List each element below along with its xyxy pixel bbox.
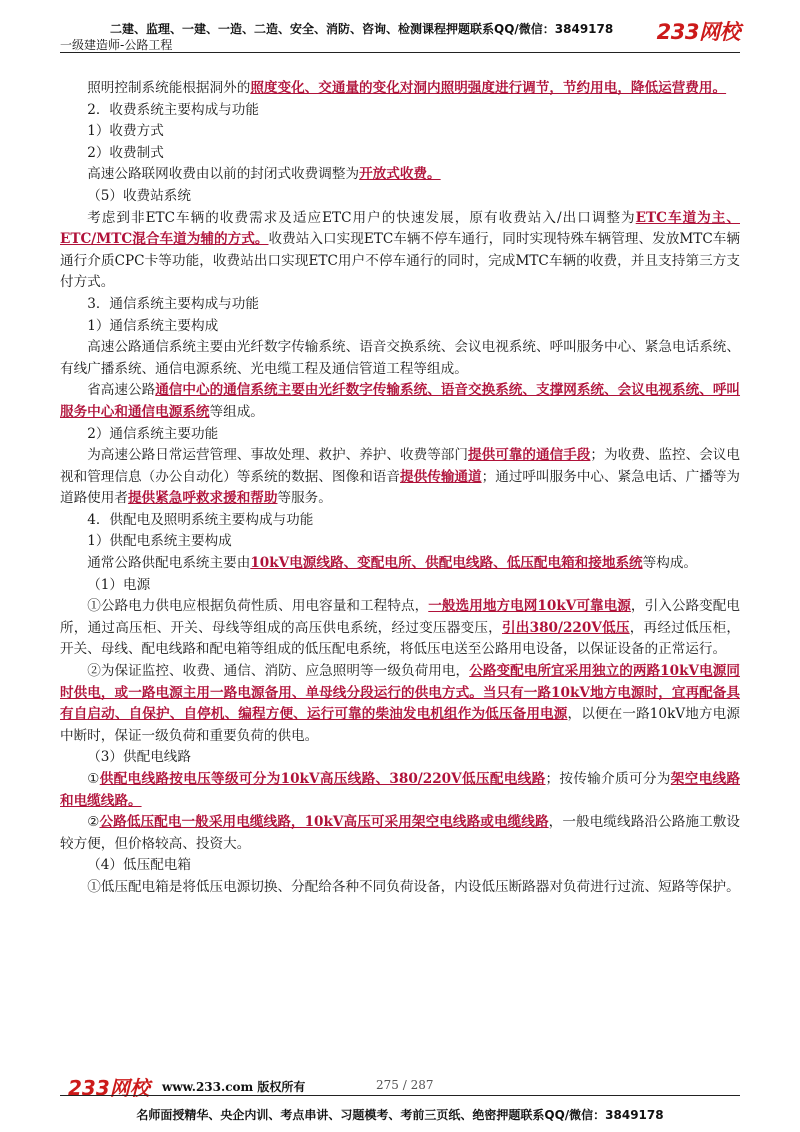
body-text: ；按传输介质可分为 bbox=[545, 771, 671, 787]
highlighted-text: 架空电线路和电缆线路。 bbox=[60, 771, 741, 809]
body-text: ② bbox=[87, 814, 100, 831]
paragraph bbox=[60, 855, 740, 877]
body-text: 1）供配电系统主要构成 bbox=[87, 533, 232, 550]
paragraph bbox=[60, 121, 740, 143]
body-text: （4）低压配电箱 bbox=[87, 857, 191, 874]
footer-logo: 233网校 bbox=[68, 1076, 150, 1100]
paragraph bbox=[60, 575, 740, 597]
body-text: ；为收费、监控、会议电视和管理信息（办公自动化）等系统的数据、图像和语音 bbox=[60, 447, 741, 485]
body-text: （3）供配电线路 bbox=[87, 749, 191, 766]
paragraph bbox=[60, 424, 740, 446]
body-text: 2）通信系统主要功能 bbox=[87, 425, 219, 442]
highlighted-text: 提供紧急呼救求援和帮助 bbox=[127, 490, 278, 507]
highlighted-text: 一般选用地方电网10kV可靠电源 bbox=[428, 598, 631, 615]
paragraph bbox=[60, 553, 740, 575]
paragraph bbox=[60, 445, 740, 510]
highlighted-text: 引出380/220V低压 bbox=[502, 619, 630, 636]
body-text: ，引入公路变配电所，通过高压柜、开关、母线等组成的高压供电系统，经过变压器变压， bbox=[60, 598, 741, 636]
header-promo: 二建、监理、一建、一造、二造、安全、消防、咨询、检测课程押题联系QQ/微信：3849178 bbox=[110, 22, 614, 36]
body-text: 3．通信系统主要构成与功能 bbox=[87, 295, 259, 312]
body-text: 2）收费制式 bbox=[87, 144, 164, 161]
footer-divider bbox=[60, 1095, 740, 1096]
body-text: 高速公路联网收费由以前的封闭式收费调整为 bbox=[87, 166, 360, 183]
body-text: （1）电源 bbox=[87, 576, 151, 593]
page-number: 275 / 287 bbox=[376, 1078, 434, 1092]
body-text: 等组成。 bbox=[209, 403, 264, 420]
paragraph bbox=[60, 596, 740, 661]
footer-site[interactable]: www.233.com 版权所有 bbox=[162, 1080, 306, 1094]
body-text: ；通过呼叫服务中心、紧急电话、广播等为道路使用者 bbox=[60, 468, 741, 507]
highlighted-text: 公路变配电所宜采用独立的两路10kV电源同时供电，或一路电源主用一路电源备用、单母线分段运行的供电方式。当只有一路10kV地方电源时，宜再配备具有自启动、自保护、自停机、编程方便、运行可靠的柴油发电机组作为低压备用电源 bbox=[60, 663, 740, 723]
paragraph bbox=[60, 208, 740, 294]
paragraph bbox=[60, 531, 740, 553]
body-text: 2．收费系统主要构成与功能 bbox=[87, 101, 259, 118]
body-text: 收费站入口实现ETC车辆不停车通行，同时实现特殊车辆管理、发放MTC车辆通行介质CPC卡等功能，收费站出口实现ETC用户不停车通行的同时，完成MTC车辆的收费，并且支持第三方支付方式。 bbox=[60, 231, 740, 291]
paragraph bbox=[60, 769, 740, 812]
paragraph bbox=[60, 78, 740, 100]
document-body bbox=[60, 78, 740, 899]
footer-promo: 名师面授精华、央企内训、考点串讲、习题模考、考前三页纸、绝密押题联系QQ/微信：3849178 bbox=[136, 1108, 664, 1122]
highlighted-text: 提供可靠的通信手段 bbox=[468, 447, 591, 464]
body-text: 省高速公路 bbox=[87, 382, 156, 399]
body-text: 1）通信系统主要构成 bbox=[87, 317, 219, 334]
paragraph bbox=[60, 337, 740, 380]
paragraph bbox=[60, 380, 740, 423]
highlighted-text: 开放式收费。 bbox=[359, 166, 441, 183]
body-text: 通常公路供配电系统主要由 bbox=[87, 555, 251, 572]
body-text: ②为保证监控、收费、通信、消防、应急照明等一级负荷用电， bbox=[87, 663, 470, 680]
paragraph bbox=[60, 186, 740, 208]
header-subtitle: 一级建造师-公路工程 bbox=[60, 38, 173, 52]
body-text: 1）收费方式 bbox=[87, 123, 164, 140]
body-text: （5）收费站系统 bbox=[87, 187, 191, 204]
body-text: 等服务。 bbox=[277, 490, 332, 507]
paragraph bbox=[60, 164, 740, 186]
brand-logo: 233网校 bbox=[656, 20, 740, 44]
body-text: ①公路电力供电应根据负荷性质、用电容量和工程特点， bbox=[87, 598, 429, 615]
highlighted-text: 公路低压配电一般采用电缆线路，10kV高压可采用架空电线路或电缆线路 bbox=[99, 814, 549, 831]
paragraph bbox=[60, 143, 740, 165]
body-text: 高速公路通信系统主要由光纤数字传输系统、语音交换系统、会议电视系统、呼叫服务中心、紧急电话系统、有线广播系统、通信电源系统、光电缆工程及通信管道工程等组成。 bbox=[60, 339, 740, 377]
header-divider bbox=[60, 52, 740, 53]
body-text: 等构成。 bbox=[642, 555, 698, 572]
body-text: 照明控制系统能根据洞外的 bbox=[87, 80, 251, 96]
highlighted-text: 提供传输通道 bbox=[400, 468, 482, 485]
paragraph bbox=[60, 812, 740, 855]
highlighted-text: 通信中心的通信系统主要由光纤数字传输系统、语音交换系统、支撑网系统、会议电视系统、呼叫服务中心和通信电源系统 bbox=[60, 382, 741, 420]
body-text: ，再经过低压柜，开关、母线、配电线路和配电箱等组成的低压配电系统，将低压电送至公路用电设备，以保证设备的正常运行。 bbox=[60, 619, 741, 658]
body-text: ，一般电缆线路沿公路施工敷设较方便，但价格较高、投资大。 bbox=[60, 814, 741, 852]
body-text: 考虑到非ETC车辆的收费需求及适应ETC用户的快速发展，原有收费站入/出口调整为 bbox=[87, 209, 636, 226]
body-text: ①低压配电箱是将低压电源切换、分配给各种不同负荷设备，内设低压断路器对负荷进行过流、短路等保护。 bbox=[87, 878, 740, 895]
paragraph bbox=[60, 877, 740, 899]
highlighted-text: 10kV电源线路、变配电所、供配电线路、低压配电箱和接地系统 bbox=[250, 555, 643, 572]
body-text: 4．供配电及照明系统主要构成与功能 bbox=[87, 511, 314, 528]
body-text: ，以便在一路10kV地方电源中断时，保证一级负荷和重要负荷的供电。 bbox=[60, 706, 740, 744]
body-text: 为高速公路日常运营管理、事故处理、救护、养护、收费等部门 bbox=[87, 447, 468, 464]
highlighted-text: 照度变化、交通量的变化对洞内照明强度进行调节，节约用电，降低运营费用。 bbox=[250, 80, 727, 96]
paragraph bbox=[60, 294, 740, 316]
paragraph bbox=[60, 316, 740, 338]
paragraph bbox=[60, 510, 740, 532]
paragraph bbox=[60, 747, 740, 769]
body-text: ① bbox=[87, 771, 100, 787]
paragraph bbox=[60, 661, 740, 747]
highlighted-text: 供配电线路按电压等级可分为10kV高压线路、380/220V低压配电线路 bbox=[99, 771, 546, 787]
highlighted-text: ETC车道为主、ETC/MTC混合车道为辅的方式。 bbox=[60, 209, 740, 248]
paragraph bbox=[60, 100, 740, 122]
